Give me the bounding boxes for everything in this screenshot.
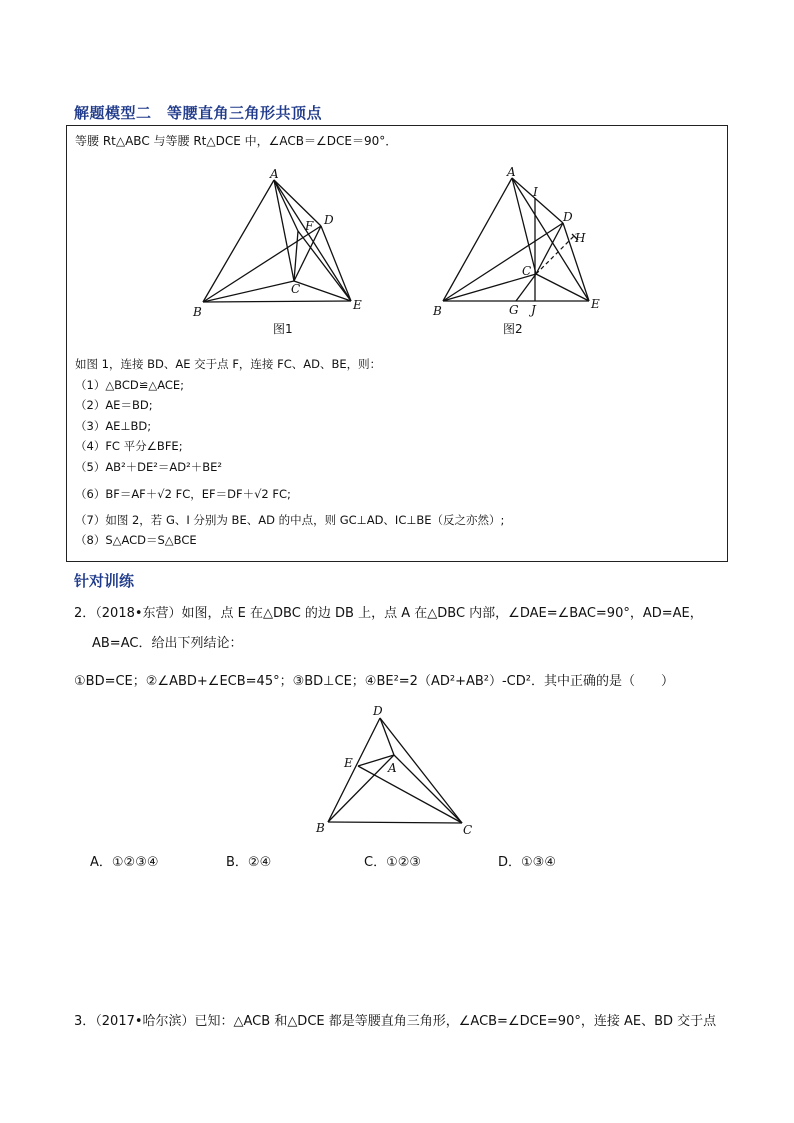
fig2-label-b: B	[433, 304, 442, 318]
fig2-label-a: A	[507, 165, 516, 179]
q2-line-3: ①BD=CE；②∠ABD+∠ECB=45°；③BD⊥CE；④BE²=2（AD²+AB²）-CD²．其中正确的是（ ）	[74, 674, 674, 689]
conclusion-list	[75, 354, 504, 551]
q2-line-2: AB=AC．给出下列结论：	[92, 636, 243, 651]
conclusion-line: （5）AB²＋DE²＝AD²＋BE²	[75, 459, 223, 474]
q2-diagram	[310, 700, 480, 840]
conclusion-line: （4）FC 平分∠BFE;	[75, 439, 183, 453]
q2-label-c: C	[463, 823, 473, 837]
conclusion-line: （7）如图 2，若 G、I 分别为 BE、AD 的中点，则 GC⊥AD、IC⊥BE（反之亦然）;	[75, 512, 505, 527]
q2-figure	[310, 700, 480, 840]
conclusion-line: （2）AE＝BD;	[75, 398, 153, 412]
fig1-label-d: D	[324, 213, 334, 227]
q2-label-b: B	[316, 821, 325, 835]
fig2-label-i: I	[533, 185, 538, 199]
fig1-label-a: A	[270, 167, 279, 181]
q2-option-a[interactable]: A．①②③④	[90, 855, 159, 870]
q2-option-c[interactable]: C．①②③	[364, 855, 422, 870]
fig2-label-c: C	[522, 264, 532, 278]
figure-2-diagram	[429, 166, 614, 341]
fig1-label-b: B	[193, 305, 202, 319]
conclusion-line: （6）BF＝AF＋√2 FC，EF＝DF＋√2 FC;	[75, 487, 291, 501]
figure-2-caption: 图2	[503, 322, 523, 336]
figure-1	[187, 166, 367, 341]
figure-2	[429, 166, 614, 341]
training-title: 针对训练	[74, 572, 135, 590]
fig1-label-c: C	[291, 282, 301, 296]
fig2-label-g: G	[509, 303, 519, 317]
section-title: 解题模型二 等腰直角三角形共顶点	[74, 104, 323, 122]
fig1-label-f: F	[305, 219, 314, 233]
conclusion-line: 如图 1，连接 BD、AE 交于点 F，连接 FC、AD、BE，则：	[75, 357, 382, 371]
conclusion-line: （1）△BCD≌△ACE;	[75, 377, 185, 392]
figure-1-caption: 图1	[273, 322, 293, 336]
fig2-label-d: D	[563, 210, 573, 224]
q2-label-e: E	[344, 756, 353, 770]
q2-option-d[interactable]: D．①③④	[498, 855, 556, 870]
q2-label-a: A	[388, 761, 397, 775]
q2-option-b[interactable]: B．②④	[226, 855, 272, 870]
fig2-label-j: J	[531, 303, 536, 317]
q2-label-d: D	[373, 704, 383, 718]
fig2-label-e: E	[591, 297, 600, 311]
model-box	[66, 125, 728, 562]
model-intro: 等腰 Rt△ABC 与等腰 Rt△DCE 中，∠ACB＝∠DCE＝90°．	[75, 134, 398, 148]
conclusion-line: （8）S△ACD＝S△BCE	[75, 533, 197, 547]
q3-line-1: 3．（2017•哈尔滨）已知：△ACB 和△DCE 都是等腰直角三角形，∠ACB=∠DCE=90°，连接 AE、BD 交于点	[74, 1014, 717, 1029]
conclusion-line: （3）AE⊥BD;	[75, 418, 152, 433]
figure-1-diagram	[187, 166, 367, 341]
q2-line-1: 2．（2018•东营）如图，点 E 在△DBC 的边 DB 上，点 A 在△DBC 内部，∠DAE=∠BAC=90°，AD=AE，	[74, 606, 703, 621]
fig2-label-h: H	[575, 231, 586, 245]
fig1-label-e: E	[353, 298, 362, 312]
